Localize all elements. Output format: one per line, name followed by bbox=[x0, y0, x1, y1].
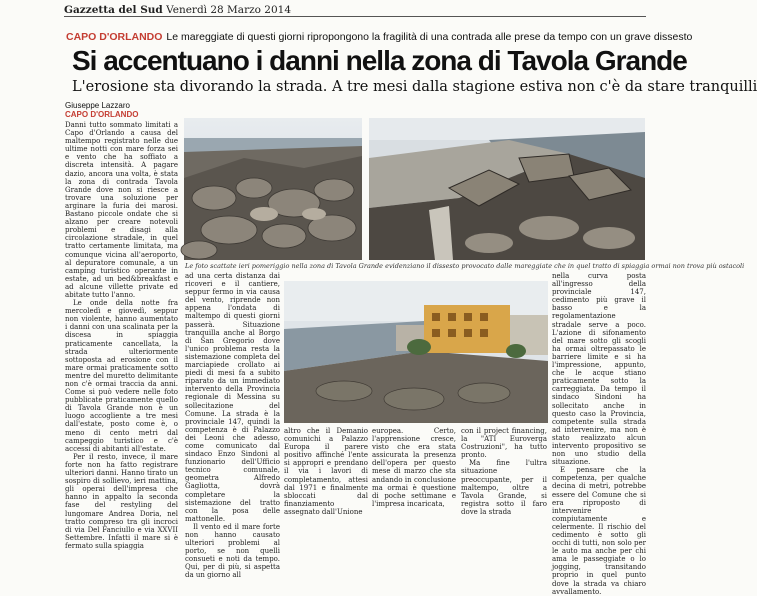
headline: Si accentuano i danni nella zona di Tavola Grande bbox=[72, 45, 687, 76]
article-column-2 bbox=[185, 272, 280, 580]
column-5-paragraph: Ma fine l'ultra situazione preoccupante, per il maltempo, oltre a Tavola Grande, si registra sotto il faro dove la strada bbox=[461, 459, 547, 516]
column-3-paragraph: altro che il Demanio comunichi a Palazzo Europa il parere positivo affinché l'ente si appropri e prendano il via i lavori di completamento, attesi dal 1971 e finalmente sbloccati dal finanziamento assegnato dall'Unione bbox=[284, 427, 368, 516]
masthead bbox=[64, 4, 291, 16]
photo-rocks-shoreline bbox=[184, 118, 362, 260]
kicker-place: CAPO D'ORLANDO bbox=[66, 31, 163, 43]
column-1-paragraph: Le onde della notte fra mercoledì e giovedì, seppur non violente, hanno aumentato i danni con una scalinata per la discesa in spiaggia praticamente cancellata, la strada ulteriormente sottoposta ad erosione con il mare ormai praticamente sotto mentre del muretto delimitante non c'è ormai traccia da anni. Come si può vedere nelle foto pubblicate praticamente quello di Tavola Grande non è un luogo accogliente a tre mesi dall'estate, posto come è, o meno di cento metri dal campeggio turistico e c'è accessi di abitanti all'estate. bbox=[65, 299, 178, 453]
article-column-4 bbox=[372, 427, 456, 508]
article-column-3 bbox=[284, 427, 368, 516]
article-column-1 bbox=[65, 121, 178, 550]
column-2-paragraph: ad una certa distanza dai ricoveri e il cantiere, seppur fermo in via causa del vento, riprende non appena l'ondata di maltempo di questi giorni passerà. Situazione tranquilla anche al Borgo di San Gregorio dove l'unico problema resta la sistemazione completa del marciapiede crollato ai piedi di mesi fa a subito riparato da un immediato intervento della Provincia regionale di Messina su sollecitazione del Comune. La strada è la provinciale 147, quindi la competenza è di Palazzo dei Leoni che adesso, come comunicato dal sindaco Enzo Sindoni al funzionario dell'Ufficio tecnico comunale, geometra Alfredo Gagliotta, dovrà completare la sistemazione del tratto con la posa delle mattonelle. bbox=[185, 272, 280, 523]
photo-rocks-image bbox=[184, 118, 362, 260]
byline-author: Giuseppe Lazzaro bbox=[65, 101, 130, 110]
photo-coast-image bbox=[284, 281, 548, 423]
column-1-paragraph: Per il resto, invece, il mare forte non ha fatto registrare ulteriori danni. Hanno tirato un sospiro di sollievo, ieri mattina, gli operai dell'impresa che hanno in appalto la seconda fase del restyling del lungomare Andrea Doria, nel tratto compreso tra gli incroci di via Del Fanciullo e via XXVII Settembre. Infatti il mare si è fermato sulla spiaggia bbox=[65, 452, 178, 550]
byline bbox=[65, 101, 138, 119]
byline-location: CAPO D'ORLANDO bbox=[65, 110, 139, 119]
column-6-paragraph: E pensare che la competenza, per qualche decina di metri, potrebbe essere del Comune che si era riproposto di intervenire compiutamente e celermente. Il rischio del cedimento è sotto gli occhi di tutti, non solo per le auto ma anche per chi ama le passeggiate o lo jogging, transitando proprio in quel punto dove la strada va chiaro avvallamento. bbox=[552, 466, 646, 596]
newspaper-name: Gazzetta del Sud bbox=[64, 4, 163, 16]
masthead-rule bbox=[64, 16, 646, 17]
column-4-paragraph: europea. Certo, l'apprensione cresce, visto che era stata assicurata la presenza dell'opera per questo mese di marzo che sta andando in conclusione ma ormai è questione di poche settimane e l'impresa incaricata, bbox=[372, 427, 456, 508]
column-2-paragraph: Il vento ed il mare forte non hanno causato ulteriori problemi al porto, se non quelli consueti e noti da tempo. Qui, per di più, si aspetta da un giorno all bbox=[185, 522, 280, 580]
photo-caption: Le foto scattate ieri pomeriggio nella zona di Tavola Grande evidenziano il dissesto provocato dalle mareggiate che in quel tratto di spiaggia ormai non trova più ostacoli bbox=[185, 262, 745, 270]
photo-road-image bbox=[369, 118, 645, 260]
column-5-paragraph: con il project financing, la "ATI Euroverga Costruzioni", ha tutto pronto. bbox=[461, 427, 547, 460]
issue-date: Venerdì 28 Marzo 2014 bbox=[166, 4, 291, 16]
kicker-text: Le mareggiate di questi giorni ripropongono la fragilità di una contrada alle prese da tempo con un grave dissesto bbox=[166, 31, 693, 43]
column-1-paragraph: Danni tutto sommato limitati a Capo d'Orlando a causa del maltempo registrato nelle due ultime notti con mare forza sei e vento che ha soffiato a discreta intensità. A pagare dazio, ancora una volta, è stata la zona di contrada Tavola Grande dove non si riesce a trovare una soluzione per arginare la furia dei marosi. Bastano piccole ondate che si alzano per creare notevoli problemi e disagi alla circolazione stradale, in quel tratto certamente limitata, ma comunque vicina all'aeroporto, al depuratore comunale, a un camping turistico operante in estate, ad un bed&breakfast e ad alcune villette private ed abitate tutto l'anno. bbox=[65, 121, 178, 299]
kicker bbox=[66, 31, 692, 43]
column-6-paragraph: nella curva posta all'ingresso della provinciale 147, cedimento più grave il basso e la regolamentazione stradale serve a poco. L'azione di sifonamento del mare sotto gli scogli ha ormai oltrepassato le barriere limite e si ha l'impressione, appunto, che le acque stiano praticamente sotto la carreggiata. Da tempo il sindaco Sindoni ha sollecitato anche in questo caso la Provincia, competente sulla strada ad intervenire, ma non è stato realizzato alcun intervento propositivo se non uno studio della situazione. bbox=[552, 272, 646, 467]
article-column-6 bbox=[552, 272, 646, 596]
subheadline: L'erosione sta divorando la strada. A tre mesi dalla stagione estiva non c'è da stare tranquilli bbox=[72, 79, 757, 95]
photo-collapsed-road bbox=[369, 118, 645, 260]
photo-coast-buildings bbox=[284, 281, 548, 423]
article-column-5 bbox=[461, 427, 547, 516]
